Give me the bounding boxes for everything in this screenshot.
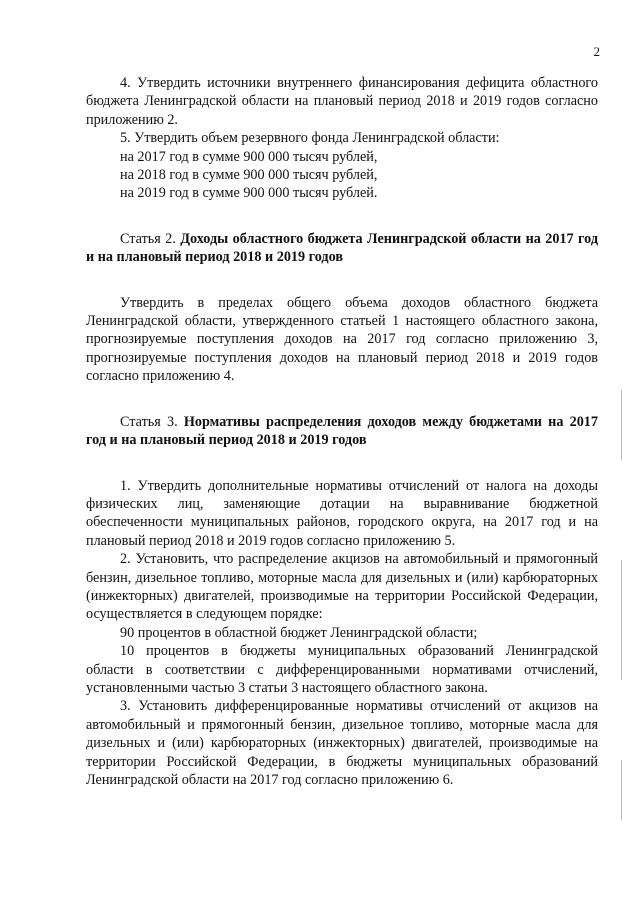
scan-edge-mark <box>621 390 622 460</box>
article-3-title: Нормативы распределения доходов между бюджетами на 2017 год и на плановый период 2018 и 2019 годов <box>86 413 598 449</box>
article-2-label: Статья 2. <box>120 230 176 247</box>
spacer <box>86 203 598 230</box>
reserve-fund-2017: на 2017 год в сумме 900 000 тысяч рублей, <box>120 148 378 165</box>
article-2-heading <box>86 230 598 267</box>
article-3-part-2-regional-share: 90 процентов в областной бюджет Ленинградской области; <box>120 624 478 641</box>
scan-edge-mark <box>621 560 622 680</box>
article-3-label: Статья 3. <box>120 413 178 430</box>
article-3-part-2: 2. Установить, что распределение акцизов на автомобильный и прямогонный бензин, дизельное топливо, моторные масла для дизельных и (или) карбюраторных (инжекторных) двигателей, производимые на территории Российской Федерации, осуществляется в следующем порядке: <box>86 551 598 623</box>
article-3-part-3: 3. Установить дифференцированные нормативы отчислений от акцизов на автомобильный и прямогонный бензин, дизельное топливо, моторные масла для дизельных и (или) карбюраторных (инжекторных) двигателей, производимые на территории Российской Федерации, в бюджеты муниципальных образований Ленинградской области на 2017 год согласно приложению 6. <box>86 698 598 788</box>
article-3-part-1: 1. Утвердить дополнительные нормативы отчислений от налога на доходы физических лиц, заменяющие дотации на выравнивание бюджетной обеспеченности муниципальных районов, городского округа, на 2017 год и на плановый период 2018 и 2019 годов согласно приложению 5. <box>86 477 598 549</box>
reserve-fund-2019: на 2019 год в сумме 900 000 тысяч рублей. <box>120 185 378 202</box>
document-body <box>86 74 598 789</box>
spacer <box>86 450 598 477</box>
spacer <box>86 386 598 413</box>
reserve-fund-2018: на 2018 год в сумме 900 000 тысяч рублей, <box>120 167 378 184</box>
article-2-body: Утвердить в пределах общего объема доходов областного бюджета Ленинградской области, утвержденного статьей 1 настоящего областного закона, прогнозируемые поступления доходов на 2017 год согласно приложению 3, прогнозируемые поступления доходов на плановый период 2018 и 2019 годов согласно приложению 4. <box>86 294 598 385</box>
article-3-part-2-municipal-share: 10 процентов в бюджеты муниципальных образований Ленинградской области в соответствии с дифференцированными нормативами отчислений, установленными частью 3 статьи 3 настоящего областного закона. <box>86 643 598 696</box>
article-3-heading <box>86 413 598 450</box>
scan-edge-mark <box>621 760 622 820</box>
item-4-paragraph: 4. Утвердить источники внутреннего финансирования дефицита областного бюджета Ленинградской области на плановый период 2018 и 2019 годов согласно приложению 2. <box>86 75 598 128</box>
article-2-title: Доходы областного бюджета Ленинградской области на 2017 год и на плановый период 2018 и 2019 годов <box>86 230 599 266</box>
item-5-paragraph: 5. Утвердить объем резервного фонда Ленинградской области: <box>120 130 500 147</box>
page-number: 2 <box>593 44 600 59</box>
spacer <box>86 267 598 294</box>
